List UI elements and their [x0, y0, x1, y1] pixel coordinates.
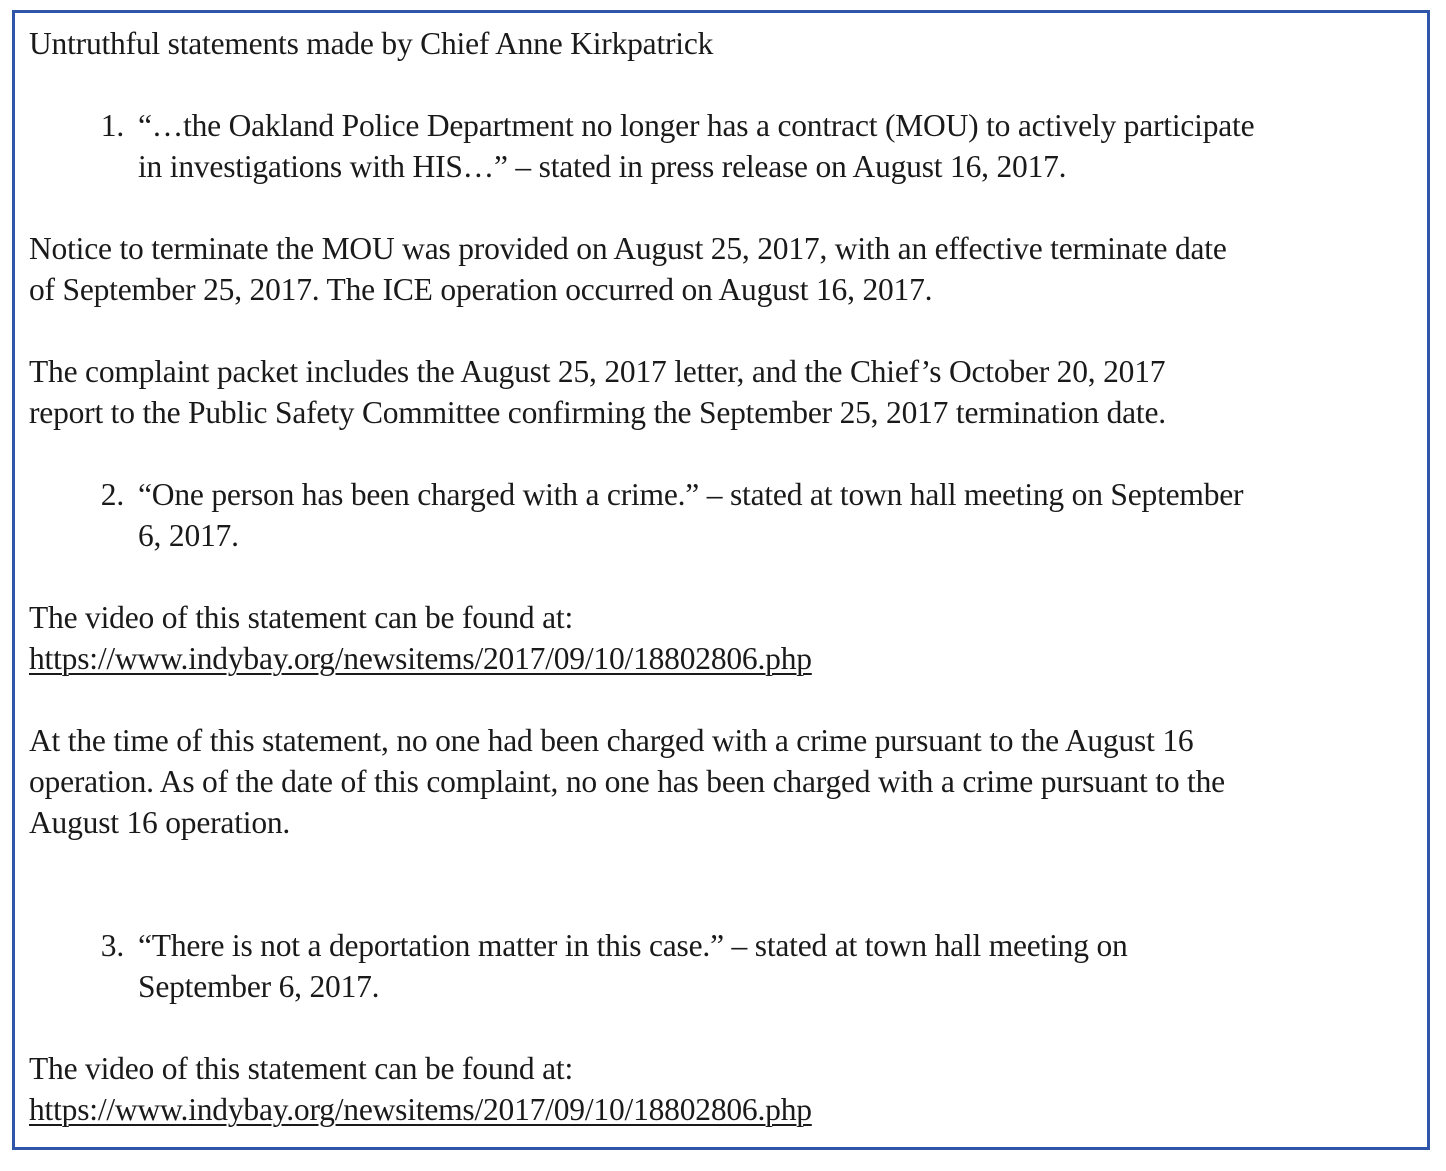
- spacer: [29, 884, 1429, 925]
- item-text-line: “…the Oakland Police Department no longer has a contract (MOU) to actively participate: [138, 108, 1255, 143]
- video-intro: The video of this statement can be found at:: [29, 600, 574, 635]
- document-frame: [12, 10, 1430, 1150]
- statement-item-2: [29, 474, 1429, 556]
- paragraph-line: The complaint packet includes the August 25, 2017 letter, and the Chief’s October 20, 2017: [29, 354, 1166, 389]
- item-text: [138, 474, 1429, 556]
- item-text: [138, 105, 1429, 187]
- item-number: 3.: [100, 928, 124, 963]
- item-text: [138, 925, 1429, 1007]
- paragraph-line: At the time of this statement, no one had been charged with a crime pursuant to the August 16: [29, 723, 1194, 758]
- charged-paragraph: [29, 720, 1429, 843]
- item-number: 1.: [100, 108, 124, 143]
- item-text-line: September 6, 2017.: [138, 969, 380, 1004]
- paragraph-line: report to the Public Safety Committee confirming the September 25, 2017 termination date.: [29, 395, 1166, 430]
- statement-item-3: [29, 925, 1429, 1007]
- paragraph-line: operation. As of the date of this complaint, no one has been charged with a crime pursuant to the: [29, 764, 1225, 799]
- video-reference-1: [29, 597, 1429, 679]
- document-heading: Untruthful statements made by Chief Anne Kirkpatrick: [29, 26, 714, 61]
- video-link[interactable]: https://www.indybay.org/newsitems/2017/09/10/18802806.php: [29, 1092, 812, 1127]
- document-body: [29, 23, 1429, 1171]
- paragraph-line: August 16 operation.: [29, 805, 291, 840]
- paragraph-line: of September 25, 2017. The ICE operation occurred on August 16, 2017.: [29, 272, 933, 307]
- item-text-line: “There is not a deportation matter in this case.” – stated at town hall meeting on: [138, 928, 1128, 963]
- complaint-packet-paragraph: [29, 351, 1429, 433]
- video-intro: The video of this statement can be found at:: [29, 1051, 574, 1086]
- item-text-line: “One person has been charged with a crime.” – stated at town hall meeting on September: [138, 477, 1244, 512]
- item-number: 2.: [100, 477, 124, 512]
- mou-notice-paragraph: [29, 228, 1429, 310]
- item-text-line: in investigations with HIS…” – stated in press release on August 16, 2017.: [138, 149, 1067, 184]
- statement-item-1: [29, 105, 1429, 187]
- paragraph-line: Notice to terminate the MOU was provided on August 25, 2017, with an effective terminate date: [29, 231, 1227, 266]
- item-text-line: 6, 2017.: [138, 518, 239, 553]
- video-link[interactable]: https://www.indybay.org/newsitems/2017/09/10/18802806.php: [29, 641, 812, 676]
- video-reference-2: [29, 1048, 1429, 1130]
